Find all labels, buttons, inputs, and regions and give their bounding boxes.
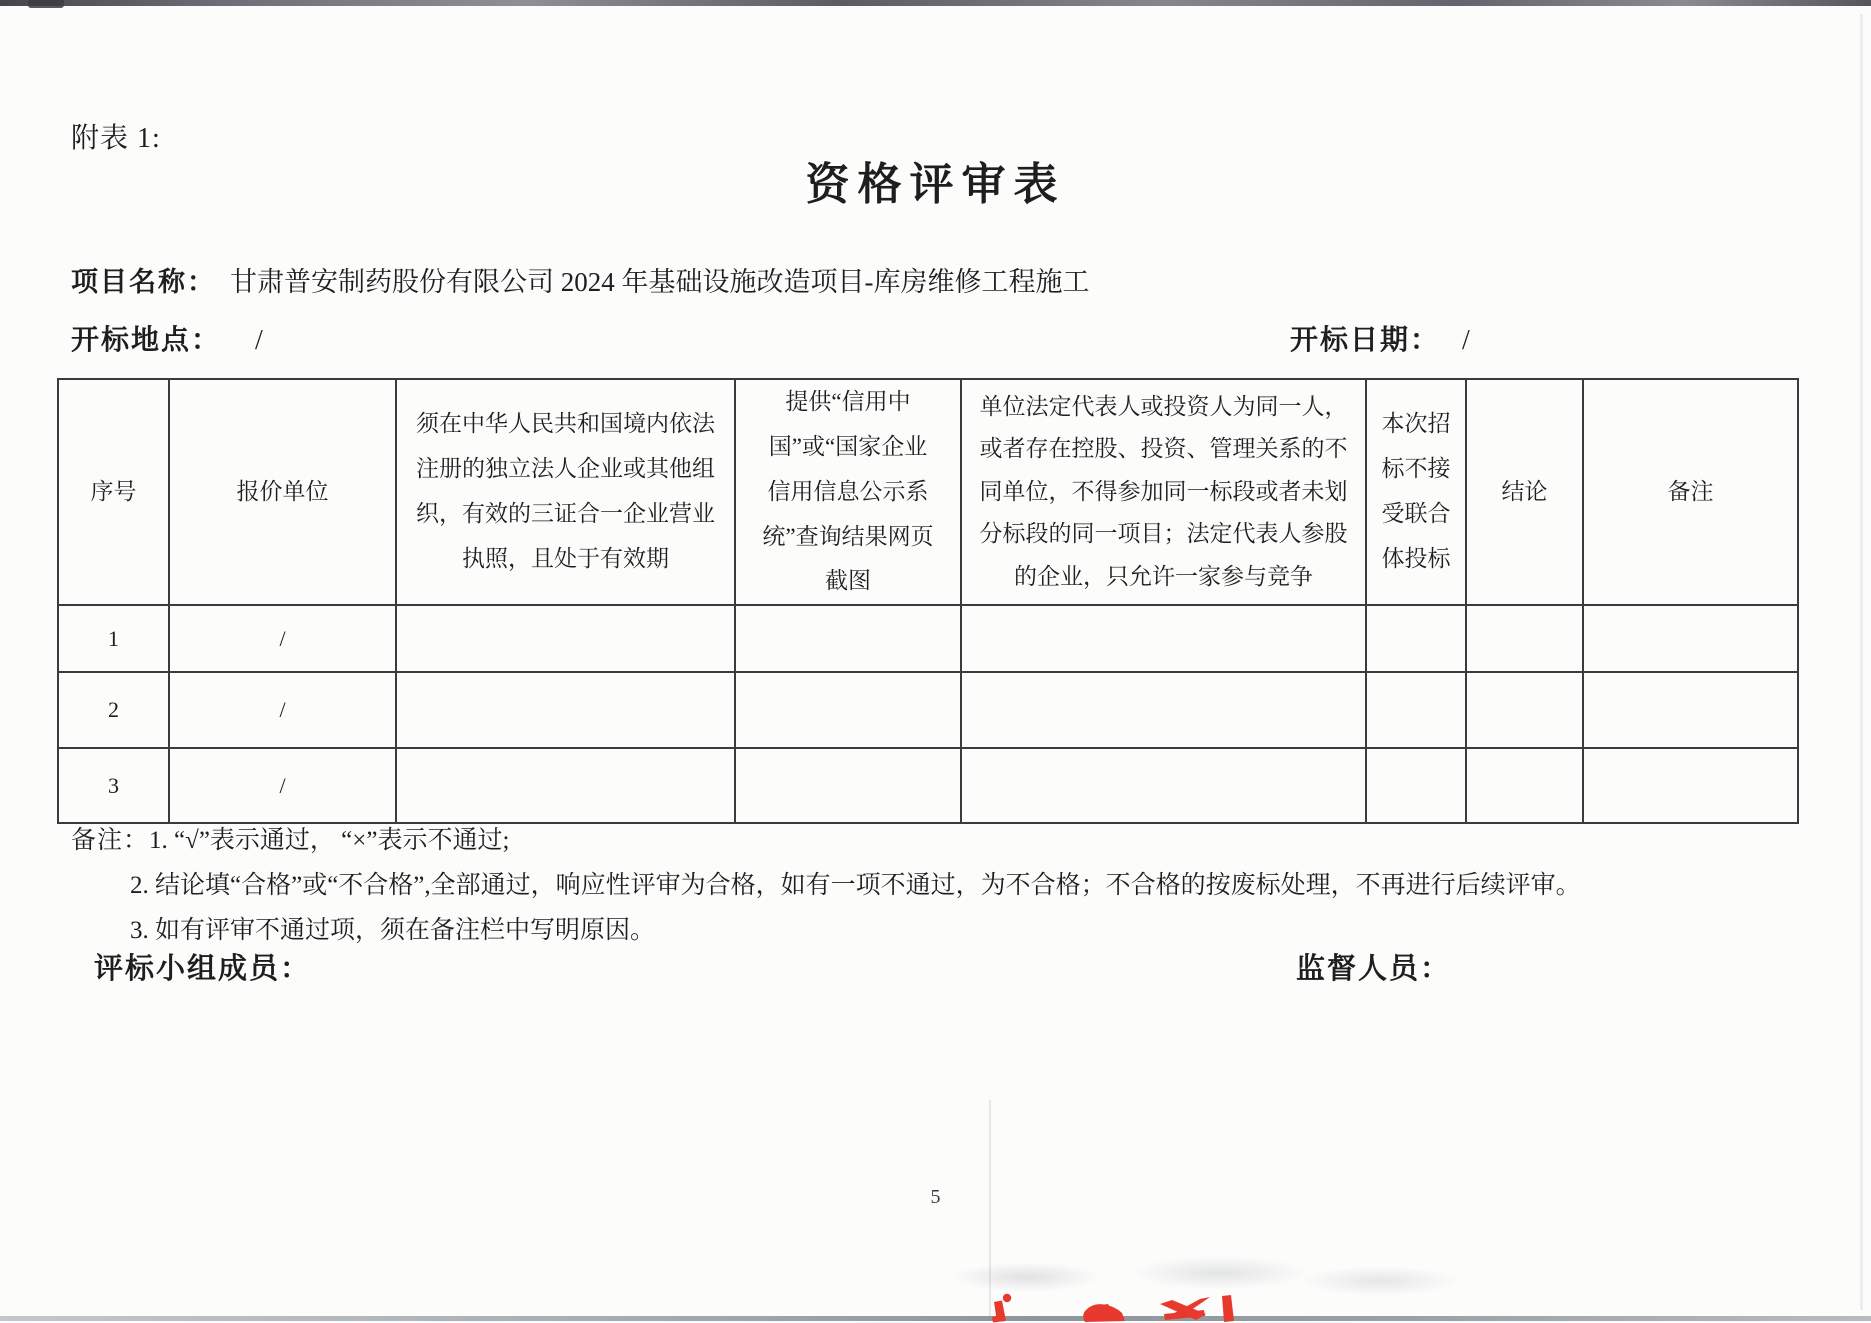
cell-serial: 1 xyxy=(58,605,169,672)
project-name-value: 甘肃普安制药股份有限公司 2024 年基础设施改造项目-库房维修工程施工 xyxy=(230,267,1090,297)
cell-conclusion xyxy=(1466,672,1583,748)
bid-opening-date-label: 开标日期： xyxy=(1290,325,1441,356)
header-bidding-unit: 报价单位 xyxy=(169,379,396,605)
attachment-label: 附表 1: xyxy=(71,123,161,154)
cell-no-consortium xyxy=(1366,748,1466,823)
cell-no-consortium xyxy=(1366,672,1466,748)
cell-conclusion xyxy=(1466,605,1583,672)
cell-credit xyxy=(735,748,961,823)
note-item: 3. 如有评审不通过项，须在备注栏中写明原因。 xyxy=(130,917,656,944)
cell-remarks xyxy=(1583,672,1798,748)
cell-license xyxy=(396,672,735,748)
red-stamp-fragments xyxy=(982,1284,1262,1323)
scan-bottom-edge-artifact xyxy=(0,1316,1871,1321)
cell-legal-rep xyxy=(961,748,1366,823)
bid-opening-place-label: 开标地点： xyxy=(71,325,222,356)
scan-smudge-artifact xyxy=(1300,1266,1460,1296)
cell-legal-rep xyxy=(961,605,1366,672)
cell-no-consortium xyxy=(1366,605,1466,672)
note-item: 1. “√”表示通过， “×”表示不通过; xyxy=(149,827,510,854)
header-conclusion: 结论 xyxy=(1466,379,1583,605)
qualification-review-table xyxy=(57,378,1799,824)
bid-opening-place xyxy=(71,318,265,358)
cell-credit xyxy=(735,672,961,748)
cell-license xyxy=(396,748,735,823)
supervisor-label: 监督人员： xyxy=(1296,953,1452,985)
header-serial-number: 序号 xyxy=(58,379,169,605)
cell-serial: 3 xyxy=(58,748,169,823)
cell-remarks xyxy=(1583,605,1798,672)
note-line-1 xyxy=(71,818,1581,863)
header-no-consortium-criterion: 本次招标不接受联合体投标 xyxy=(1366,379,1466,605)
table-row xyxy=(58,605,1798,672)
cell-remarks xyxy=(1583,748,1798,823)
cell-credit xyxy=(735,605,961,672)
table-row xyxy=(58,748,1798,823)
project-name-label: 项目名称： xyxy=(71,267,216,297)
scan-top-edge-artifact xyxy=(0,0,1871,6)
header-remarks: 备注 xyxy=(1583,379,1798,605)
page-number: 5 xyxy=(930,1186,941,1208)
notes-label: 备注： xyxy=(71,827,150,854)
header-credit-screenshot-criterion: 提供“信用中国”或“国家企业信用信息公示系统”查询结果网页截图 xyxy=(735,379,961,605)
notes-block xyxy=(71,818,1581,953)
evaluation-team-label: 评标小组成员： xyxy=(94,953,312,985)
note-item: 2. 结论填“合格”或“不合格”,全部通过，响应性评审为合格，如有一项不通过，为不合格；不合格的按废标处理，不再进行后续评审。 xyxy=(130,872,1581,899)
scan-smudge-artifact xyxy=(28,0,64,8)
page-title: 资格评审表 xyxy=(805,160,1066,209)
project-name-line xyxy=(71,260,1090,299)
cell-serial: 2 xyxy=(58,672,169,748)
bid-opening-place-value: / xyxy=(255,325,265,356)
table-row xyxy=(58,672,1798,748)
cell-bidding-unit: / xyxy=(169,748,396,823)
scan-smudge-artifact xyxy=(72,0,88,5)
bid-opening-date-value: / xyxy=(1462,325,1472,356)
table-header-row xyxy=(58,379,1798,605)
cell-license xyxy=(396,605,735,672)
cell-conclusion xyxy=(1466,748,1583,823)
header-business-license-criterion: 须在中华人民共和国境内依法注册的独立法人企业或其他组织，有效的三证合一企业营业执照，且处于有效期 xyxy=(396,379,735,605)
cell-bidding-unit: / xyxy=(169,605,396,672)
cell-bidding-unit: / xyxy=(169,672,396,748)
cell-legal-rep xyxy=(961,672,1366,748)
header-legal-representative-criterion: 单位法定代表人或投资人为同一人，或者存在控股、投资、管理关系的不同单位，不得参加同一标段或者未划分标段的同一项目；法定代表人参股的企业，只允许一家参与竞争 xyxy=(961,379,1366,605)
bid-opening-date xyxy=(1290,318,1472,358)
